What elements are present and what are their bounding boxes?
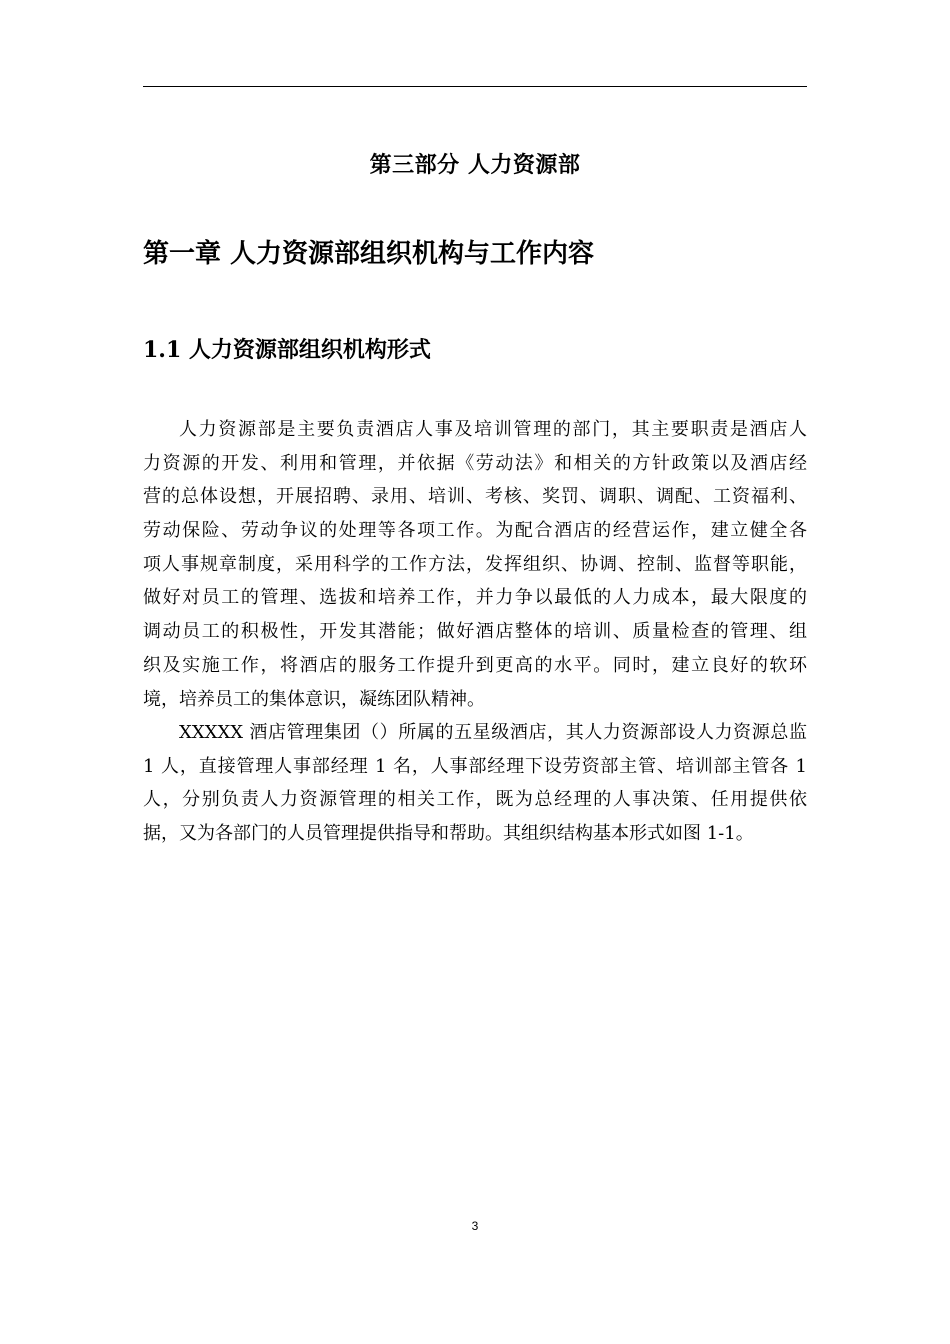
paragraph-line: 境，培养员工的集体意识，凝练团队精神。 (143, 688, 485, 710)
paragraph-line: 项人事规章制度，采用科学的工作方法，发挥组织、协调、控制、监督等职能， (143, 553, 807, 575)
part-title: 第三部分 人力资源部 (369, 152, 581, 178)
paragraph-hr-responsibilities (143, 413, 807, 716)
page-number: 3 (471, 1219, 479, 1233)
paragraph-line: 据，又为各部门的人员管理提供指导和帮助。其组织结构基本形式如图 1-1。 (143, 823, 754, 845)
paragraph-line: 人，分别负责人力资源管理的相关工作，既为总经理的人事决策、任用提供依 (143, 789, 807, 811)
paragraph-line: XXXXX 酒店管理集团（）所属的五星级酒店，其人力资源部设人力资源总监 (179, 722, 807, 743)
paragraph-line: 织及实施工作，将酒店的服务工作提升到更高的水平。同时，建立良好的软环 (143, 654, 807, 676)
paragraph-line: 做好对员工的管理、选拔和培养工作，并力争以最低的人力成本，最大限度的 (143, 587, 807, 609)
paragraph-line: 营的总体设想，开展招聘、录用、培训、考核、奖罚、调职、调配、工资福利、 (143, 486, 807, 508)
chapter-title: 第一章 人力资源部组织机构与工作内容 (143, 239, 595, 269)
header-rule (143, 86, 807, 87)
paragraph-line: 力资源的开发、利用和管理，并依据《劳动法》和相关的方针政策以及酒店经 (143, 452, 807, 474)
paragraph-hr-structure (143, 716, 807, 851)
section-title: 1.1 人力资源部组织机构形式 (143, 337, 431, 363)
paragraph-line: 1 人，直接管理人事部经理 1 名，人事部经理下设劳资部主管、培训部主管各 1 (143, 755, 807, 777)
paragraph-line: 劳动保险、劳动争议的处理等各项工作。为配合酒店的经营运作，建立健全各 (143, 520, 807, 542)
paragraph-line: 人力资源部是主要负责酒店人事及培训管理的部门，其主要职责是酒店人 (179, 419, 807, 440)
paragraph-line: 调动员工的积极性，开发其潜能；做好酒店整体的培训、质量检查的管理、组 (143, 621, 807, 643)
